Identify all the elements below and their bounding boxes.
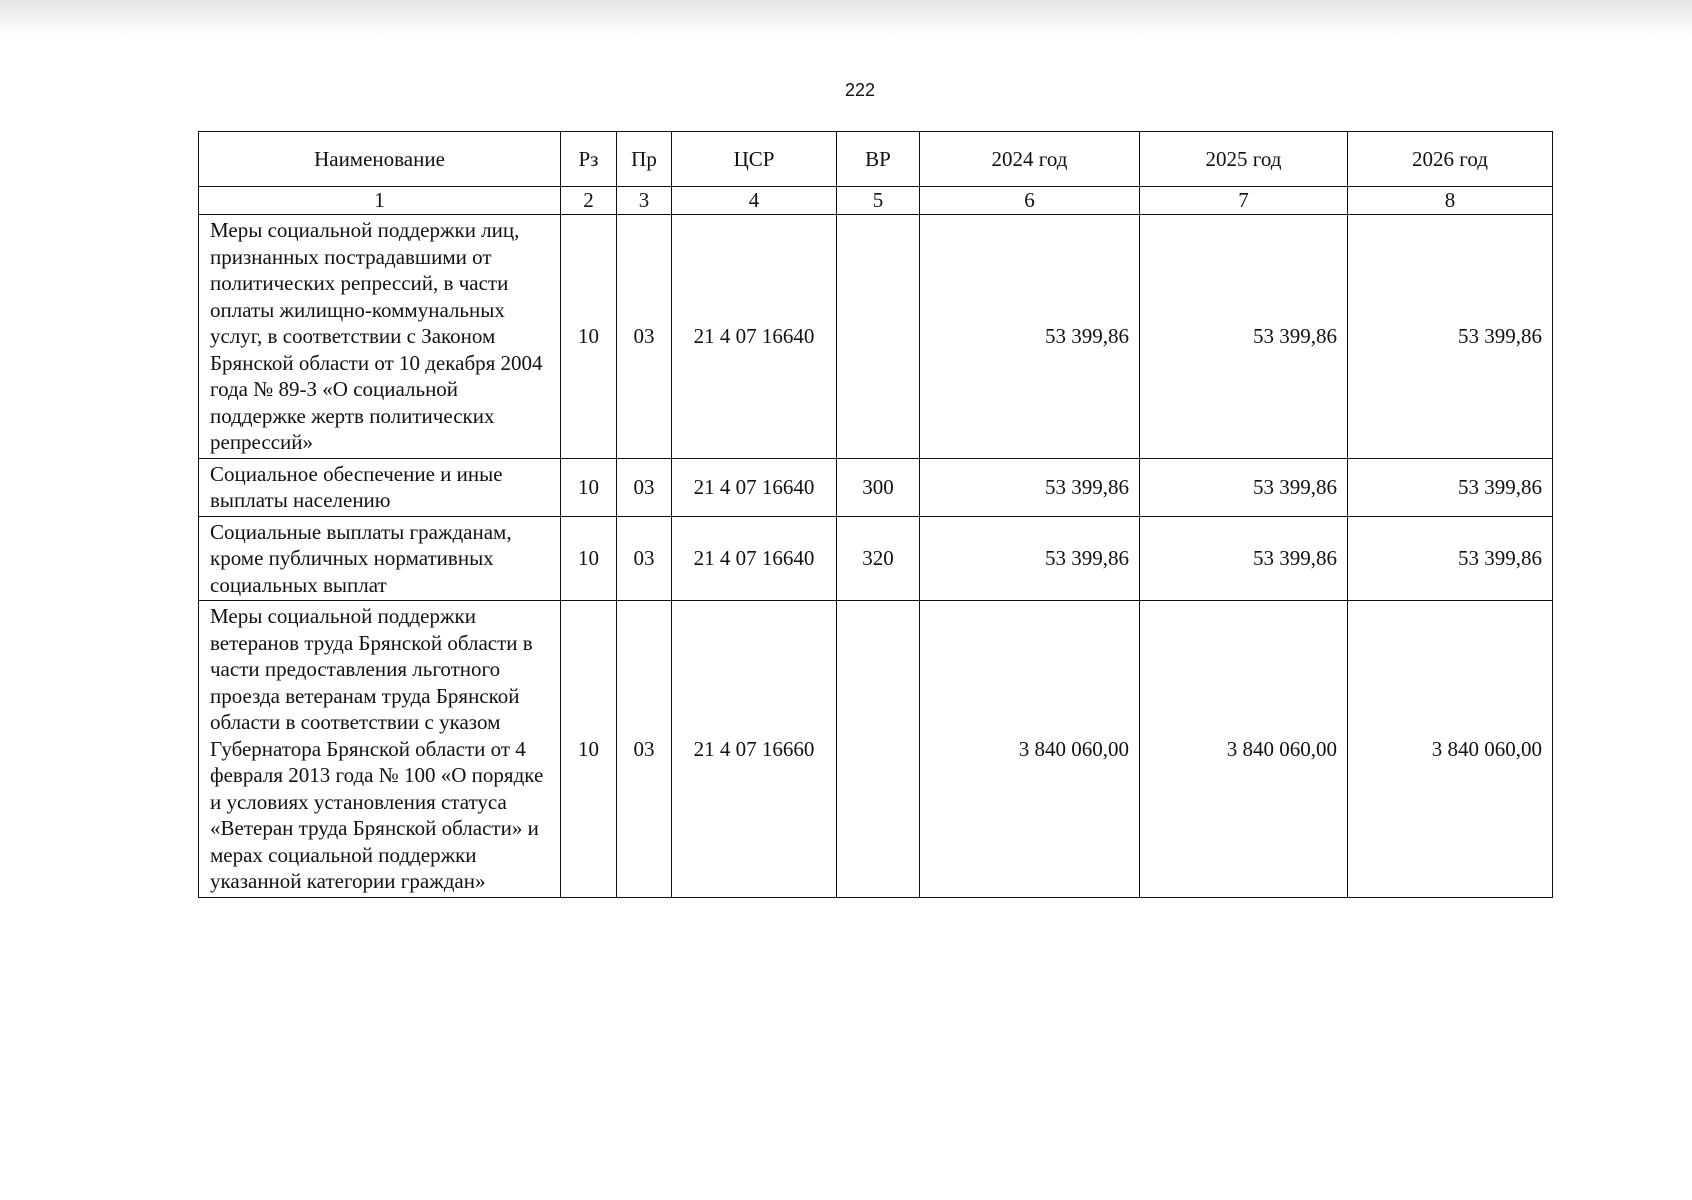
row-rz: 10 [561,215,617,459]
row-name: Меры социальной поддержки лиц, признанных пострадавшими от политических репрессий, в части оплаты жилищно-коммунальных услуг, в соответствии с Законом Брянской области от 10 декабря 2004 года № 89-З «О социальной поддержке жертв политических репрессий» [199,215,561,459]
column-number: 6 [920,187,1140,215]
row-pr: 03 [617,516,672,601]
row-amount-2025: 53 399,86 [1140,516,1348,601]
table-row [199,458,1553,516]
row-pr: 03 [617,601,672,898]
column-number: 7 [1140,187,1348,215]
column-number: 3 [617,187,672,215]
header-row [199,132,1553,187]
row-vr: 300 [837,458,920,516]
header-pr: Пр [617,132,672,187]
row-amount-2025: 53 399,86 [1140,458,1348,516]
header-2024: 2024 год [920,132,1140,187]
row-amount-2024: 53 399,86 [920,458,1140,516]
header-vr: ВР [837,132,920,187]
header-csr: ЦСР [672,132,837,187]
row-name: Социальные выплаты гражданам, кроме публичных нормативных социальных выплат [199,516,561,601]
row-amount-2026: 53 399,86 [1348,516,1553,601]
row-csr: 21 4 07 16660 [672,601,837,898]
row-amount-2024: 53 399,86 [920,215,1140,459]
row-vr: 320 [837,516,920,601]
row-amount-2024: 53 399,86 [920,516,1140,601]
column-number: 1 [199,187,561,215]
row-name: Меры социальной поддержки ветеранов труда Брянской области в части предоставления льготного проезда ветеранам труда Брянской области в соответствии с указом Губернатора Брянской области от 4 февраля 2013 года № 100 «О порядке и условиях установления статуса «Ветеран труда Брянской области» и мерах социальной поддержки указанной категории граждан» [199,601,561,898]
column-number-row [199,187,1553,215]
header-rz: Рз [561,132,617,187]
table-row [199,516,1553,601]
row-amount-2026: 53 399,86 [1348,215,1553,459]
table-row [199,601,1553,898]
budget-table [198,131,1553,898]
table-row [199,215,1553,459]
row-pr: 03 [617,215,672,459]
row-vr [837,215,920,459]
row-csr: 21 4 07 16640 [672,516,837,601]
row-amount-2025: 53 399,86 [1140,215,1348,459]
header-2025: 2025 год [1140,132,1348,187]
row-amount-2025: 3 840 060,00 [1140,601,1348,898]
page-number: 222 [844,80,876,100]
row-csr: 21 4 07 16640 [672,215,837,459]
row-rz: 10 [561,458,617,516]
row-vr [837,601,920,898]
column-number: 8 [1348,187,1553,215]
scan-edge [0,0,1692,40]
row-rz: 10 [561,601,617,898]
column-number: 2 [561,187,617,215]
row-name: Социальное обеспечение и иные выплаты населению [199,458,561,516]
row-amount-2026: 53 399,86 [1348,458,1553,516]
row-amount-2026: 3 840 060,00 [1348,601,1553,898]
column-number: 5 [837,187,920,215]
row-amount-2024: 3 840 060,00 [920,601,1140,898]
row-pr: 03 [617,458,672,516]
column-number: 4 [672,187,837,215]
header-name: Наименование [199,132,561,187]
row-csr: 21 4 07 16640 [672,458,837,516]
row-rz: 10 [561,516,617,601]
header-2026: 2026 год [1348,132,1553,187]
